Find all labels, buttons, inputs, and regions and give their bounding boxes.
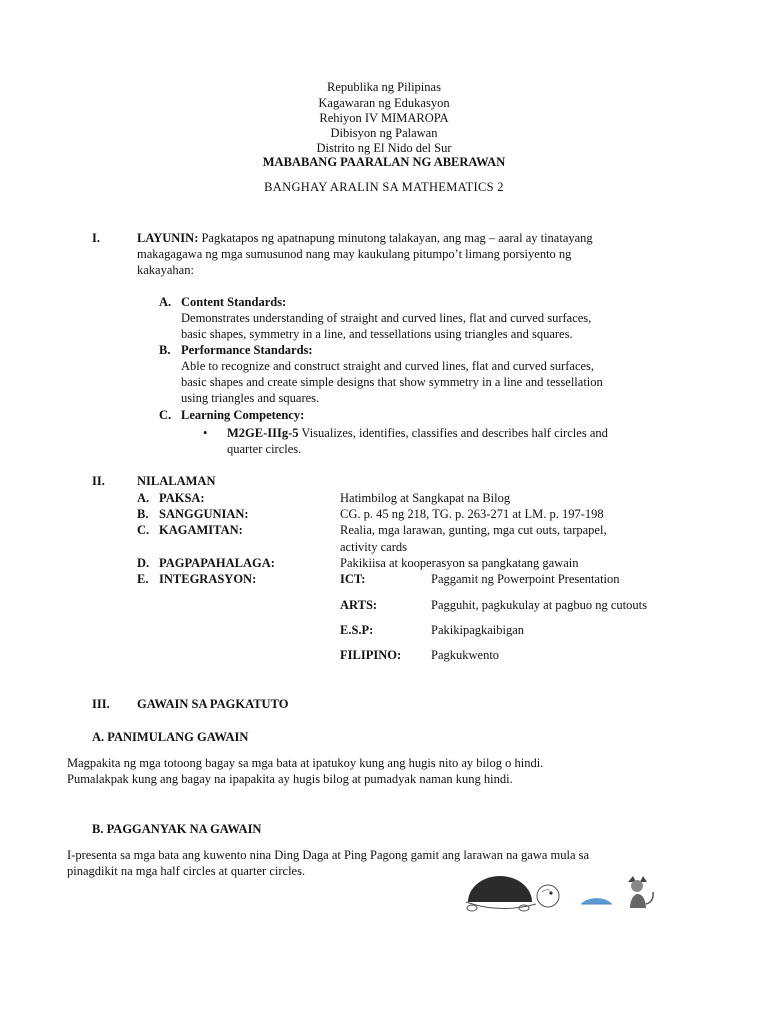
header-line-2: Kagawaran ng Edukasyon [318,96,450,110]
turtle-eye [549,891,552,894]
pagganyak-line-1: I-presenta sa mga bata ang kuwento nina Ding Daga at Ping Pagong gamit ang larawan na gawa mula sa [67,848,590,862]
competency-label: Learning Competency: [181,408,305,422]
story-illustration [460,868,670,918]
competency-letter: C. [159,408,172,422]
section-1-text-2: makagagawa ng mga sumusunod nang may kaukulang pitumpo’t limang porsiyento ng [137,247,572,261]
turtle-leg-front [519,905,529,911]
section-1-text-1: Pagkatapos ng apatnapung minutong talakayan, ang mag – aaral ay tinatayang [198,231,593,245]
section-3-number: III. [92,697,110,711]
row-c-letter: C. [137,523,150,537]
row-b-letter: B. [137,507,149,521]
small-mouse-figure-icon [628,876,653,908]
performance-std-line-2: basic shapes and create simple designs that show symmetry in a line and tessellation [181,375,603,389]
competency-text-1: Visualizes, identifies, classifies and describes half circles and [298,426,608,440]
pagganyak-line-2: pinagdikit na mga half circles at quarter circles. [67,864,306,878]
section-1-label: LAYUNIN: [137,231,199,245]
competency-code: M2GE-IIIg-5 [227,426,299,440]
row-d-value: Pakikiisa at kooperasyon sa pangkatang gawain [340,556,579,570]
row-b-label: SANGGUNIAN: [159,507,249,521]
header-line-5: Distrito ng El Nido del Sur [316,141,452,155]
row-a-letter: A. [137,491,150,505]
school-name: MABABANG PAARALAN NG ABERAWAN [262,155,506,169]
performance-std-letter: B. [159,343,171,357]
pagganyak-gawain-heading: B. PAGGANYAK NA GAWAIN [92,822,262,836]
figure-head [631,880,643,892]
turtle-head [537,885,559,907]
turtle-shell [468,876,532,902]
row-d-letter: D. [137,556,150,570]
section-1-line-1 [137,231,593,246]
competency-line-1 [227,426,608,441]
integration-esp-value: Pakikipagkaibigan [431,623,525,637]
integration-ict-value: Paggamit ng Powerpoint Presentation [431,572,620,586]
competency-bullet: • [203,426,208,440]
figure-ear-right [640,876,647,882]
figure-body [630,894,646,908]
ding-daga-mouse-icon [581,898,612,904]
turtle-leg-back [467,905,477,911]
integration-ict-label: ICT: [340,572,366,586]
integration-esp-label: E.S.P: [340,623,374,637]
section-3-label: GAWAIN SA PAGKATUTO [137,697,289,711]
section-2-number: II. [92,474,105,488]
panimulang-line-2: Pumalakpak kung ang bagay na ipapakita ay hugis bilog at pumadyak naman kung hindi. [67,772,513,786]
row-c-value-2: activity cards [340,540,407,554]
row-c-value: Realia, mga larawan, gunting, mga cut outs, tarpapel, [340,523,607,537]
document-title: BANGHAY ARALIN SA MATHEMATICS 2 [264,180,504,194]
panimulang-gawain-heading: A. PANIMULANG GAWAIN [92,730,249,744]
ping-pagong-turtle-icon [466,876,559,911]
performance-std-line-3: using triangles and squares. [181,391,320,405]
performance-std-label: Performance Standards: [181,343,313,357]
integration-filipino-label: FILIPINO: [340,648,402,662]
header-line-3: Rehiyon IV MIMAROPA [319,111,449,125]
competency-text-2: quarter circles. [227,442,302,456]
performance-std-line-1: Able to recognize and construct straight and curved lines, flat and curved surfaces, [181,359,595,373]
row-c-label: KAGAMITAN: [159,523,243,537]
integration-filipino-value: Pagkukwento [431,648,500,662]
content-std-label: Content Standards: [181,295,287,309]
section-2-label: NILALAMAN [137,474,216,488]
header-line-1: Republika ng Pilipinas [327,80,441,94]
row-e-label: INTEGRASYON: [159,572,257,586]
row-e-letter: E. [137,572,149,586]
row-a-label: PAKSA: [159,491,205,505]
panimulang-line-1: Magpakita ng mga totoong bagay sa mga bata at ipatukoy kung ang hugis nito ay bilog o hindi. [67,756,544,770]
row-b-value: CG. p. 45 ng 218, TG. p. 263-271 at LM. p. 197-198 [340,507,604,521]
content-std-line-1: Demonstrates understanding of straight and curved lines, flat and curved surfaces, [181,311,592,325]
section-1-number: I. [92,231,100,245]
content-std-letter: A. [159,295,172,309]
row-a-value: Hatimbilog at Sangkapat na Bilog [340,491,511,505]
header-line-4: Dibisyon ng Palawan [330,126,438,140]
content-std-line-2: basic shapes, symmetry in a line, and tessellations using triangles and squares. [181,327,573,341]
mouse-body [581,898,612,904]
row-d-label: PAGPAPAHALAGA: [159,556,275,570]
section-1-text-3: kakayahan: [137,263,194,277]
integration-arts-value: Pagguhit, pagkukulay at pagbuo ng cutouts [431,598,647,612]
figure-tail [646,892,653,904]
integration-arts-label: ARTS: [340,598,378,612]
